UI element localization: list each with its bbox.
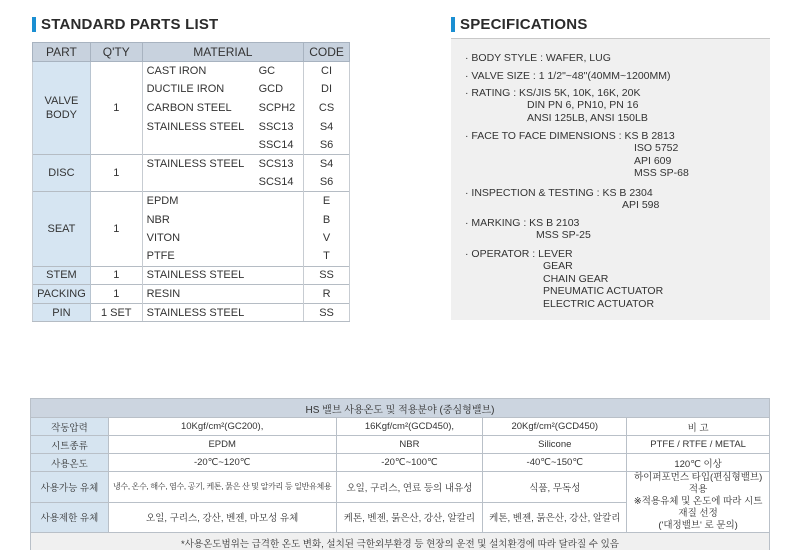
- table-cell: 냉수, 온수, 해수, 염수, 공기, 케톤, 묽은 산 및 알카리 등 일반유체용: [108, 472, 336, 503]
- table-row: [33, 266, 350, 285]
- qty-stem: 1: [90, 266, 142, 285]
- material-cell: STAINLESS STEEL: [142, 266, 303, 285]
- part-pin: PIN: [33, 303, 91, 322]
- table-row: [33, 62, 350, 81]
- header-code: CODE: [304, 43, 350, 62]
- material-cell: NBR: [142, 210, 303, 229]
- spec-face-to-face: · FACE TO FACE DIMENSIONS : KS B 2813 ISO 5752 API 609 MSS SP-68: [465, 130, 689, 180]
- material-cell: CAST IRON GC: [142, 62, 303, 81]
- table-row: [33, 192, 350, 211]
- table-row: [33, 303, 350, 322]
- parts-list-title: STANDARD PARTS LIST: [41, 16, 219, 33]
- specifications-box: [451, 38, 770, 320]
- specifications-heading: [451, 16, 588, 33]
- table-cell: -20℃~120℃: [108, 454, 336, 472]
- table-cell: 비 고: [627, 418, 770, 436]
- table-cell: 식품, 무독성: [483, 472, 627, 503]
- part-valve-body: VALVE BODY: [33, 62, 91, 155]
- code-cell: S6: [304, 173, 350, 192]
- code-cell: SS: [304, 266, 350, 285]
- code-cell: DI: [304, 80, 350, 99]
- specifications-title: SPECIFICATIONS: [460, 16, 588, 33]
- header-part: PART: [33, 43, 91, 62]
- part-stem: STEM: [33, 266, 91, 285]
- spec-operator: · OPERATOR : LEVER GEAR CHAIN GEAR PNEUMATIC ACTUATOR ELECTRIC ACTUATOR: [465, 248, 664, 310]
- material-cell: CARBON STEEL SCPH2: [142, 99, 303, 118]
- table-cell: 120℃ 이상: [627, 454, 770, 472]
- table-cell: 20Kgf/cm²(GCD450): [483, 418, 627, 436]
- table-row: [31, 418, 770, 436]
- material-cell: VITON: [142, 229, 303, 248]
- code-cell: CI: [304, 62, 350, 81]
- table-row: [31, 472, 770, 503]
- heading-accent-bar: [32, 17, 36, 32]
- table-cell: EPDM: [108, 436, 336, 454]
- material-cell: EPDM: [142, 192, 303, 211]
- code-cell: B: [304, 210, 350, 229]
- parts-table: [32, 42, 350, 322]
- part-disc: DISC: [33, 154, 91, 191]
- code-cell: S4: [304, 117, 350, 136]
- part-packing: PACKING: [33, 285, 91, 304]
- table-cell: 10Kgf/cm²(GC200),: [108, 418, 336, 436]
- material-cell: RESIN: [142, 285, 303, 304]
- table-cell: 오일, 구리스, 강산, 벤젠, 마모성 유체: [108, 502, 336, 533]
- qty-valve-body: 1: [90, 62, 142, 155]
- code-cell: SS: [304, 303, 350, 322]
- material-cell: SSC14: [142, 136, 303, 155]
- qty-disc: 1: [90, 154, 142, 191]
- table-row: [33, 154, 350, 173]
- code-cell: R: [304, 285, 350, 304]
- qty-packing: 1: [90, 285, 142, 304]
- table-cell: 오일, 구리스, 연료 등의 내유성: [336, 472, 483, 503]
- qty-seat: 1: [90, 192, 142, 266]
- material-cell: STAINLESS STEEL SCS13: [142, 154, 303, 173]
- footnote: *사용온도범위는 급격한 온도 변화, 설치된 극한외부환경 등 현장의 운전 및 설치환경에 따라 달라질 수 있음: [31, 533, 770, 550]
- header-qty: Q'TY: [90, 43, 142, 62]
- spec-rating: · RATING : KS/JIS 5K, 10K, 16K, 20K DIN PN 6, PN10, PN 16 ANSI 125LB, ANSI 150LB: [465, 87, 648, 124]
- hs-usage-table: [30, 398, 770, 550]
- material-cell: DUCTILE IRON GCD: [142, 80, 303, 99]
- table-row: [33, 285, 350, 304]
- qty-pin: 1 SET: [90, 303, 142, 322]
- spec-body-style: · BODY STYLE : WAFER, LUG: [465, 52, 611, 64]
- code-cell: CS: [304, 99, 350, 118]
- row-label: 시트종류: [31, 436, 109, 454]
- material-cell: STAINLESS STEEL: [142, 303, 303, 322]
- code-cell: V: [304, 229, 350, 248]
- table-cell: -40℃~150℃: [483, 454, 627, 472]
- row-label: 사용온도: [31, 454, 109, 472]
- material-cell: PTFE: [142, 247, 303, 266]
- row-label: 사용가능 유체: [31, 472, 109, 503]
- row-label: 사용제한 유체: [31, 502, 109, 533]
- code-cell: T: [304, 247, 350, 266]
- table-cell: -20℃~100℃: [336, 454, 483, 472]
- table-cell: 케톤, 벤젠, 묽은산, 강산, 알칼리: [483, 502, 627, 533]
- code-cell: S6: [304, 136, 350, 155]
- spec-inspection: · INSPECTION & TESTING : KS B 2304 API 598: [465, 187, 660, 212]
- code-cell: S4: [304, 154, 350, 173]
- remark-cell: 하이퍼포먼스 타입(편심형밸브) 적용 ※적용유체 및 온도에 따라 시트재질 선정 ('대정밸브' 로 문의): [627, 472, 770, 533]
- spec-valve-size: · VALVE SIZE : 1 1/2"~48"(40MM~1200MM): [465, 70, 671, 82]
- parts-list-heading: [32, 16, 218, 33]
- part-seat: SEAT: [33, 192, 91, 266]
- table-row: [31, 436, 770, 454]
- material-cell: SCS14: [142, 173, 303, 192]
- hs-table-title: HS 밸브 사용온도 및 적용분야 (중심형밸브): [31, 399, 770, 418]
- table-cell: 16Kgf/cm²(GCD450),: [336, 418, 483, 436]
- row-label: 작동압력: [31, 418, 109, 436]
- table-row: [31, 454, 770, 472]
- spec-marking: · MARKING : KS B 2103 MSS SP-25: [465, 217, 591, 242]
- table-cell: 케톤, 벤젠, 묽은산, 강산, 알칼리: [336, 502, 483, 533]
- code-cell: E: [304, 192, 350, 211]
- table-cell: PTFE / RTFE / METAL: [627, 436, 770, 454]
- header-material: MATERIAL: [142, 43, 303, 62]
- heading-accent-bar: [451, 17, 455, 32]
- table-cell: NBR: [336, 436, 483, 454]
- parts-table-header: [33, 43, 350, 62]
- table-cell: Silicone: [483, 436, 627, 454]
- material-cell: STAINLESS STEEL SSC13: [142, 117, 303, 136]
